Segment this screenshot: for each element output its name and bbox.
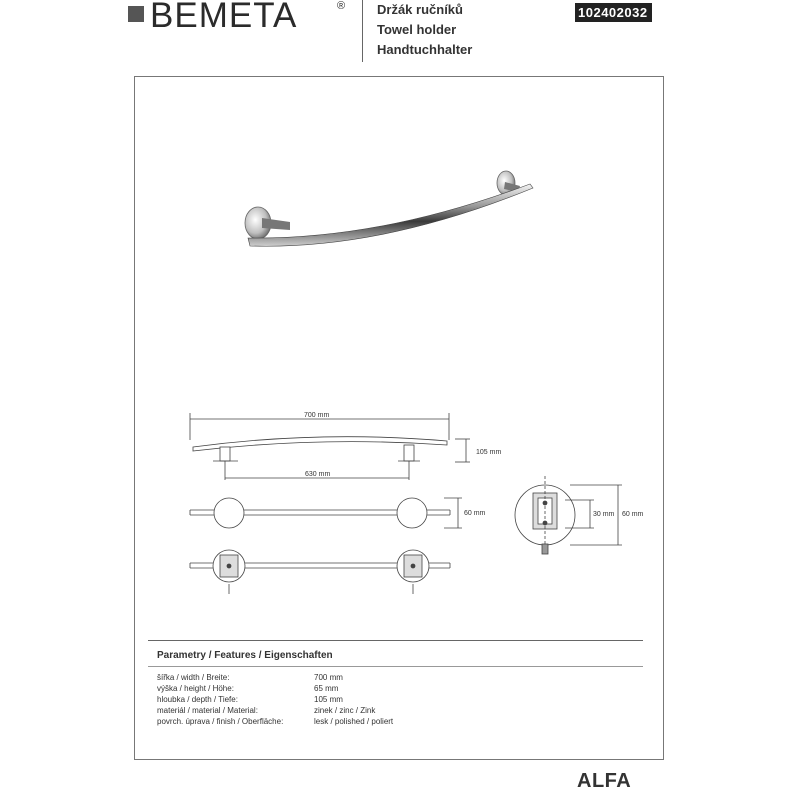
front-view	[190, 413, 470, 480]
product-code: 102402032	[575, 3, 652, 22]
features-subdivider	[148, 666, 643, 667]
feature-label: šířka / width / Breite:	[157, 673, 230, 682]
title-czech: Držák ručníků	[377, 2, 463, 17]
dim-side-inner-label: 30 mm	[593, 511, 615, 518]
product-photo	[245, 171, 533, 246]
feature-value: zinek / zinc / Zink	[314, 706, 376, 715]
feature-value: 65 mm	[314, 684, 339, 693]
dim-depth-label: 105 mm	[476, 449, 502, 456]
title-english: Towel holder	[377, 22, 457, 37]
title-german: Handtuchhalter	[377, 42, 473, 57]
feature-label: výška / height / Höhe:	[157, 684, 234, 693]
bottom-view	[190, 550, 450, 594]
feature-label: hloubka / depth / Tiefe:	[157, 695, 238, 704]
feature-label: povrch. úprava / finish / Oberfläche:	[157, 717, 284, 726]
registered-mark: ®	[337, 0, 346, 12]
dim-top-base-label: 60 mm	[464, 510, 486, 517]
feature-value: 700 mm	[314, 673, 343, 682]
model-name: ALFA	[577, 770, 632, 792]
dim-width-label: 700 mm	[304, 412, 330, 419]
feature-value: 105 mm	[314, 695, 343, 704]
top-view	[190, 498, 462, 528]
feature-label: materiál / material / Material:	[157, 706, 258, 715]
feature-value: lesk / polished / poliert	[314, 717, 394, 726]
features-title: Parametry / Features / Eigenschaften	[157, 650, 333, 661]
brand-name: BEMETA	[150, 0, 298, 35]
dim-spacing-label: 630 mm	[305, 471, 331, 478]
dim-side-outer-label: 60 mm	[622, 511, 644, 518]
features-divider	[148, 640, 643, 641]
